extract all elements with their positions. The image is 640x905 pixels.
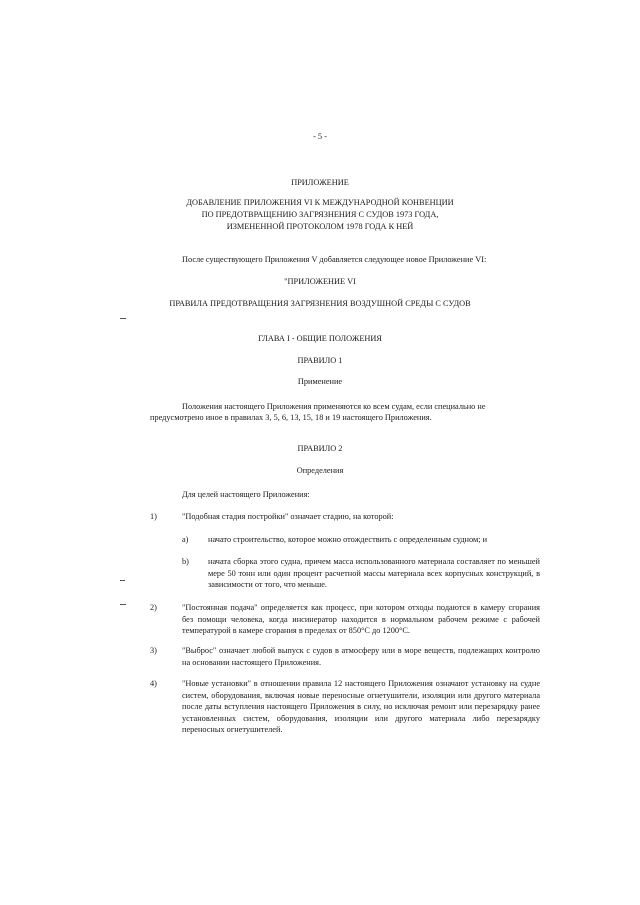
item-number: 3) <box>150 646 157 655</box>
title-line: ДОБАВЛЕНИЕ ПРИЛОЖЕНИЯ VI К МЕЖДУНАРОДНОЙ КОНВЕНЦИИ <box>186 198 454 207</box>
rule-1-title: ПРАВИЛО 1 <box>297 356 343 365</box>
item-number: 1) <box>150 512 157 521</box>
subitem-text: начато строительство, которое можно отождествить с определенным судном; и <box>208 535 488 544</box>
definition-text: "Постоянная подача" определяется как процесс, при котором отходы подаются в камеру сгорания без помощи человека, когда инсинератор находится в нормальном рабочем режиме с рабочей температурой в камере сгорания в пределах от 850°C до 1200°C. <box>182 603 540 636</box>
chapter-heading: ГЛАВА I - ОБЩИЕ ПОЛОЖЕНИЯ <box>258 334 382 343</box>
document-title <box>120 197 520 233</box>
annex-title: "ПРИЛОЖЕНИЕ VI <box>284 277 356 286</box>
rules-title: ПРАВИЛА ПРЕДОТВРАЩЕНИЯ ЗАГРЯЗНЕНИЯ ВОЗДУШНОЙ СРЕДЫ С СУДОВ <box>169 299 471 308</box>
item-number: 4) <box>150 679 157 688</box>
appendix-heading: ПРИЛОЖЕНИЕ <box>291 178 349 187</box>
title-line: ИЗМЕНЕННОЙ ПРОТОКОЛОМ 1978 ГОДА К НЕЙ <box>226 222 414 231</box>
margin-mark <box>120 318 126 319</box>
rule-1-text-line: Положения настоящего Приложения применяются ко всем судам, если специально не <box>182 402 486 411</box>
margin-mark <box>120 604 126 605</box>
rule-1-subtitle: Применение <box>297 377 343 386</box>
subitem-letter: a) <box>182 535 189 544</box>
margin-mark <box>120 580 125 581</box>
rule-2-subtitle: Определения <box>296 466 344 475</box>
definition-text: "Выброс" означает любой выпуск с судов в атмосферу или в море веществ, подлежащих контролю на основании настоящего Приложения. <box>182 646 540 667</box>
item-number: 2) <box>150 603 157 612</box>
definition-text: "Подобная стадия постройки" означает стадию, на которой: <box>182 512 394 521</box>
rule-1-text-line: предусмотрено иное в правилах 3, 5, 6, 13, 15, 18 и 19 настоящего Приложения. <box>150 413 432 422</box>
definition-text: "Новые установки" в отношении правила 12 настоящего Приложения означают установку на судне систем, оборудования, включая новые переносные огнетушители, изоляции или другого материала после даты вступления настоящего Приложения в силу, но исключая ремонт или перезарядку ранее установленных систем, оборудования, изоляции или другого материала либо перезарядку переносных огнетушителей. <box>182 679 540 735</box>
subitem-letter: b) <box>182 557 189 566</box>
subitem-text: начата сборка этого судна, причем масса использованного материала составляет по меньшей мере 50 тонн или один процент расчетной массы материала всех корпусных конструкций, в зависимости от того, что меньше. <box>208 557 540 590</box>
rule-2-lead: Для целей настоящего Приложения: <box>182 490 310 499</box>
page-number: - 5 - <box>313 132 327 141</box>
title-line: ПО ПРЕДОТВРАЩЕНИЮ ЗАГРЯЗНЕНИЯ С СУДОВ 1973 ГОДА, <box>201 210 439 219</box>
intro-text: После существующего Приложения V добавляется следующее новое Приложение VI: <box>182 255 487 264</box>
rule-2-title: ПРАВИЛО 2 <box>297 444 343 453</box>
